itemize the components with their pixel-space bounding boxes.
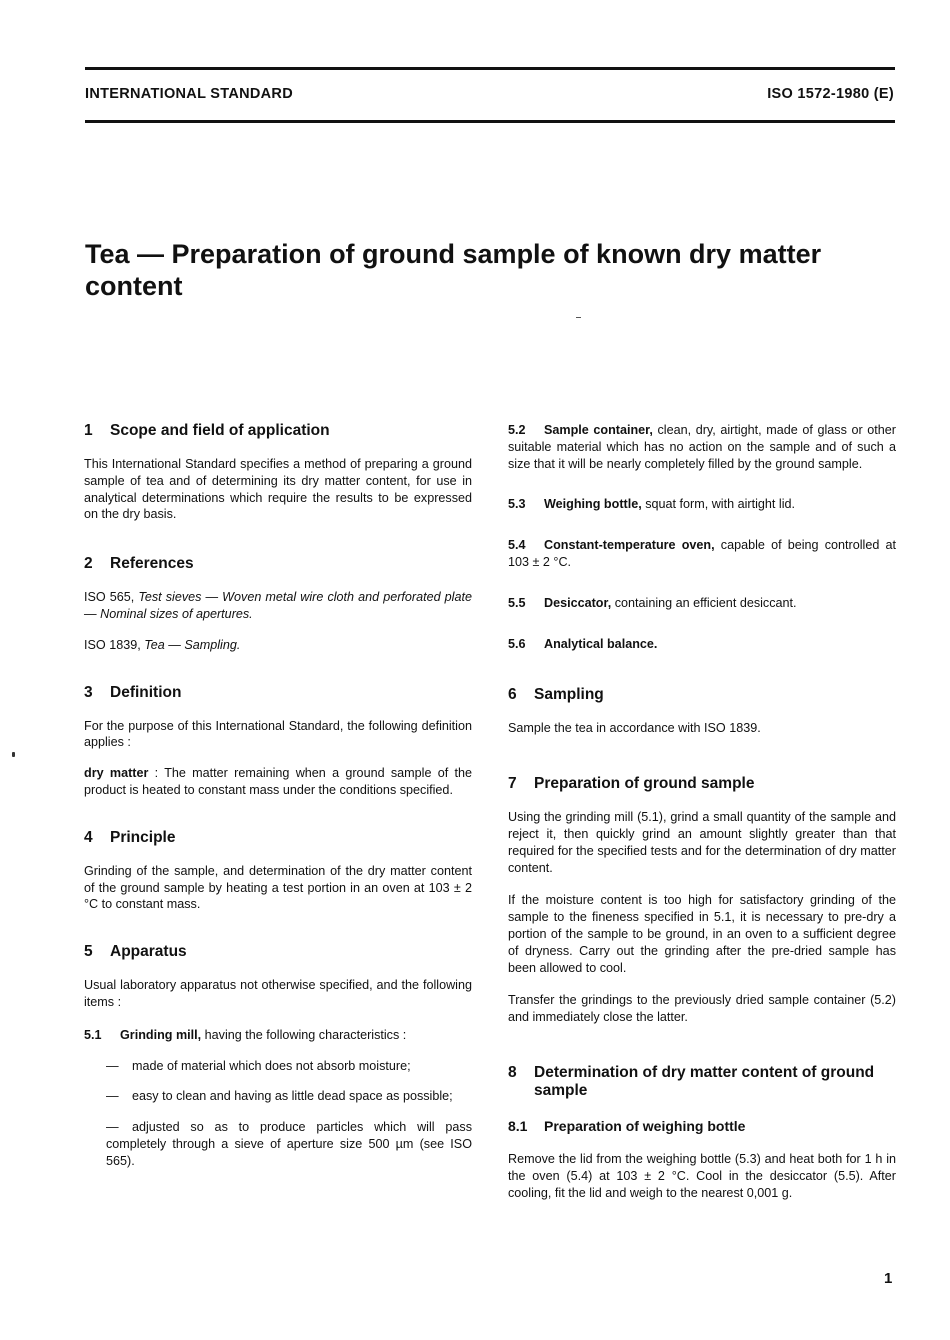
subclause-term: Constant-temperature oven, bbox=[544, 538, 715, 553]
list-item bbox=[84, 1058, 472, 1075]
subclause-number: 5.2 bbox=[508, 423, 526, 437]
reference-number: ISO 565, bbox=[84, 590, 139, 605]
list-item-text: adjusted so as to produce particles which will pass completely through a sieve of aperture size 500 µm (see ISO 565). bbox=[106, 1120, 472, 1168]
subsection-title: Preparation of weighing bottle bbox=[544, 1117, 746, 1134]
subsection-number: 8.1 bbox=[508, 1117, 528, 1134]
subclause-5-1 bbox=[84, 1027, 472, 1044]
paragraph: Transfer the grindings to the previously dried sample container (5.2) and immediately close the latter. bbox=[508, 993, 896, 1025]
section-2 bbox=[84, 555, 472, 653]
subclause-term: Sample container, bbox=[544, 423, 653, 437]
section-title: Determination of dry matter content of ground sample bbox=[534, 1063, 875, 1099]
subclause-5-6 bbox=[508, 636, 896, 653]
list-item-text: made of material which does not absorb moisture; bbox=[132, 1058, 411, 1073]
subclause-text: clean, dry, airtight, made of glass or other suitable material which has no action on the sample and of such a size that it will be nearly completely filled by the ground sample. bbox=[508, 423, 896, 471]
subclause-text: capable of being controlled at 103 ± 2 °C. bbox=[508, 538, 896, 569]
section-7 bbox=[508, 775, 896, 1026]
section-number: 2 bbox=[84, 555, 93, 573]
header-standard-number: ISO 1572-1980 (E) bbox=[767, 86, 894, 102]
section-heading bbox=[508, 775, 896, 793]
margin-mark bbox=[12, 752, 15, 757]
header-standard-type: INTERNATIONAL STANDARD bbox=[85, 86, 293, 102]
header-bottom-rule bbox=[85, 120, 895, 123]
subclause-text: containing an efficient desiccant. bbox=[611, 595, 797, 610]
section-title: Preparation of ground sample bbox=[534, 775, 755, 793]
paragraph: Using the grinding mill (5.1), grind a small quantity of the sample and reject it, then quickly grind an amount slightly greater than that required for the specified tests and for the determination of dry matter content. bbox=[508, 810, 896, 875]
reference-title: Test sieves — Woven metal wire cloth and perforated plate — Nominal sizes of apertures. bbox=[84, 590, 472, 621]
subclause-term: Weighing bottle, bbox=[544, 497, 642, 512]
reference-number: ISO 1839, bbox=[84, 637, 145, 652]
paragraph: Remove the lid from the weighing bottle (5.3) and heat both for 1 h in the oven (5.4) at 103 ± 2 °C. Cool in the desiccator (5.5). After cooling, fit the lid and weigh to the nearest 0,001 g. bbox=[508, 1151, 896, 1200]
list-item bbox=[84, 1119, 472, 1169]
definition bbox=[84, 765, 472, 799]
subclause-5-3 bbox=[508, 496, 896, 513]
section-number: 6 bbox=[508, 686, 517, 704]
list-item-text: easy to clean and having as little dead space as possible; bbox=[132, 1089, 453, 1104]
section-heading bbox=[508, 1064, 896, 1100]
list-item bbox=[84, 1088, 472, 1105]
section-3 bbox=[84, 684, 472, 799]
section-number: 8 bbox=[508, 1063, 517, 1081]
definition-text: : The matter remaining when a ground sample of the product is heated to constant mass under the conditions specified. bbox=[84, 766, 473, 797]
subclause-number: 5.3 bbox=[508, 497, 526, 512]
section-number: 1 bbox=[84, 422, 93, 439]
dash-marker: — bbox=[106, 1120, 119, 1135]
section-heading bbox=[508, 686, 896, 704]
header-top-rule bbox=[85, 67, 895, 70]
section-number: 3 bbox=[84, 683, 93, 701]
section-title: Sampling bbox=[534, 686, 604, 704]
section-heading bbox=[84, 829, 472, 847]
subclause-5-4 bbox=[508, 537, 896, 571]
subclause-5-2 bbox=[508, 422, 896, 472]
subclause-text: squat form, with airtight lid. bbox=[641, 497, 796, 512]
left-column bbox=[84, 422, 472, 1170]
section-heading bbox=[84, 943, 472, 961]
subsection-heading bbox=[508, 1118, 896, 1135]
paragraph: For the purpose of this International Standard, the following definition applies : bbox=[84, 718, 472, 750]
reference-iso-565 bbox=[84, 589, 472, 623]
section-8 bbox=[508, 1064, 896, 1201]
section-number: 4 bbox=[84, 828, 93, 846]
section-title: Definition bbox=[110, 683, 182, 701]
paragraph: Grinding of the sample, and determination of the dry matter content of the ground sample by heating a test portion in an oven at 103 ± 2 °C to constant mass. bbox=[84, 863, 472, 912]
section-title: References bbox=[110, 555, 194, 573]
paragraph: Usual laboratory apparatus not otherwise specified, and the following items : bbox=[84, 978, 472, 1009]
reference-title: Tea — Sampling. bbox=[144, 637, 241, 652]
page-number: 1 bbox=[884, 1270, 893, 1287]
defined-term: dry matter bbox=[84, 766, 149, 781]
dash-marker: — bbox=[106, 1089, 119, 1104]
section-heading bbox=[84, 555, 472, 573]
subclause-number: 5.6 bbox=[508, 636, 526, 651]
paragraph: If the moisture content is too high for satisfactory grinding of the sample to the fineness specified in 5.1, it is necessary to pre-dry a portion of the sample to be ground, in an oven to a sufficient degree of dryness. Carry out the grinding after the pre-dried sample has been allowed to cool. bbox=[508, 893, 896, 975]
subclause-text: having the following characteristics : bbox=[201, 1027, 407, 1042]
section-5 bbox=[84, 943, 472, 1169]
section-4 bbox=[84, 829, 472, 913]
right-column bbox=[508, 422, 896, 1201]
dash-marker: — bbox=[106, 1058, 119, 1073]
section-1 bbox=[84, 422, 472, 523]
subclause-number: 5.1 bbox=[84, 1027, 102, 1042]
section-heading bbox=[84, 422, 472, 440]
section-6 bbox=[508, 686, 896, 737]
reference-iso-1839 bbox=[84, 637, 472, 654]
subclause-term: Grinding mill, bbox=[120, 1027, 202, 1042]
subclause-5-5 bbox=[508, 595, 896, 612]
section-number: 5 bbox=[84, 943, 93, 961]
subclause-number: 5.5 bbox=[508, 595, 526, 610]
section-number: 7 bbox=[508, 775, 517, 793]
subclause-term: Desiccator, bbox=[544, 595, 612, 610]
subclause-term: Analytical balance. bbox=[544, 636, 658, 651]
section-title: Scope and field of application bbox=[110, 422, 330, 439]
paragraph: Sample the tea in accordance with ISO 1839. bbox=[508, 721, 761, 736]
document-title: Tea — Preparation of ground sample of known dry matter content bbox=[85, 239, 822, 301]
section-heading bbox=[84, 684, 472, 702]
section-title: Principle bbox=[110, 828, 176, 846]
paragraph: This International Standard specifies a method of preparing a ground sample of tea and of determining its dry matter content, for use in analytical determinations which require the results to be expressed on the dry basis. bbox=[84, 457, 472, 522]
subclause-number: 5.4 bbox=[508, 538, 526, 553]
section-title: Apparatus bbox=[110, 943, 187, 961]
scan-speck bbox=[576, 317, 581, 318]
